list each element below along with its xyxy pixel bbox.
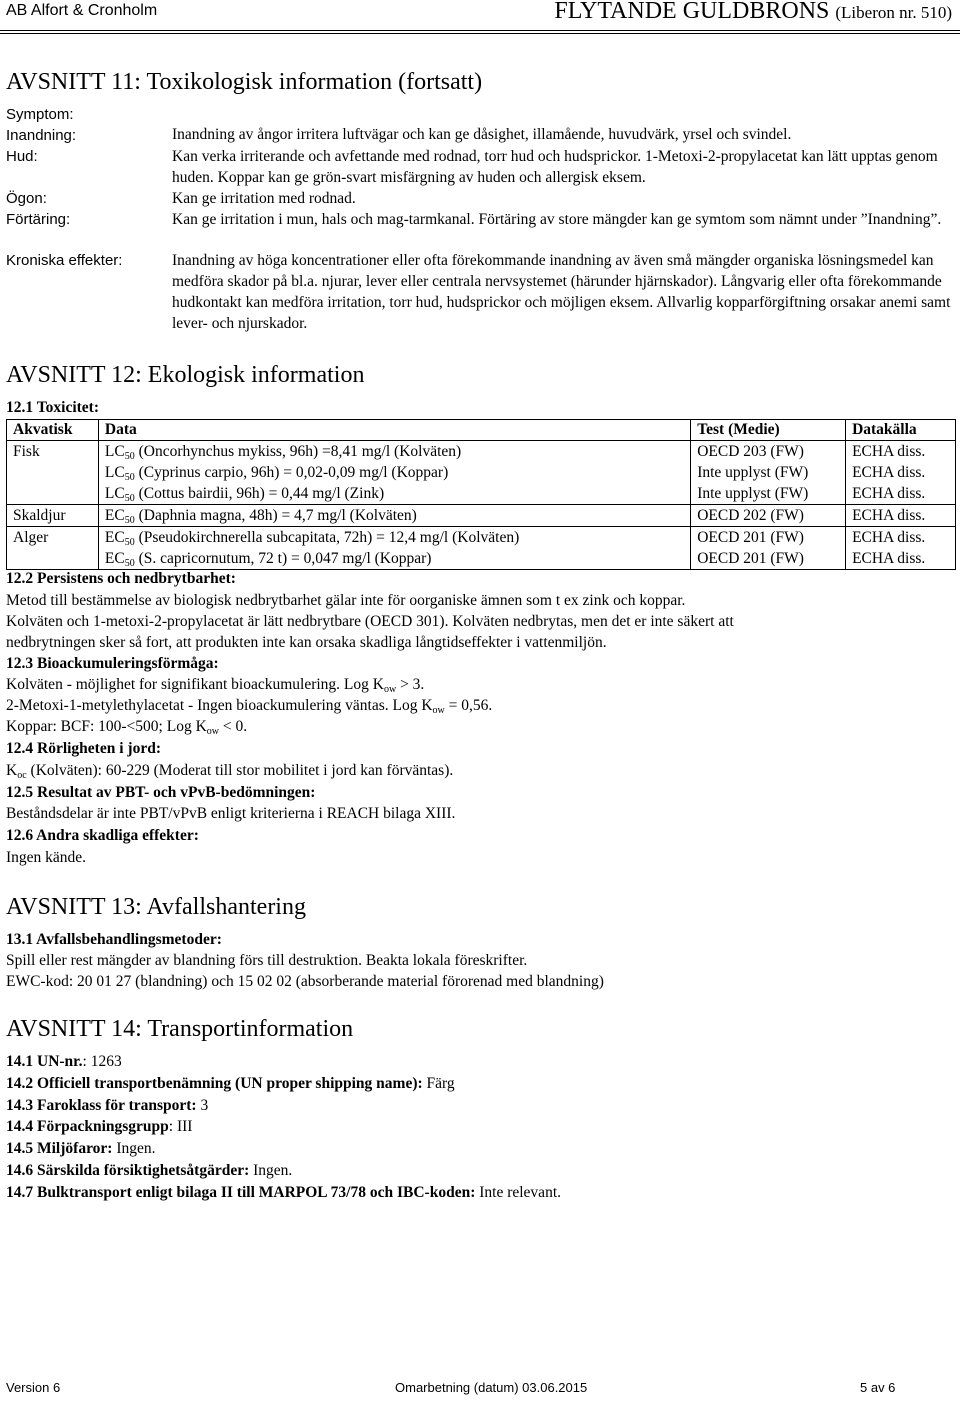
- transport-item-shipping-name: [6, 1075, 455, 1093]
- header-test: Test (Medie): [691, 420, 846, 441]
- transport-item-special-precautions: [6, 1162, 292, 1180]
- data-line: [105, 527, 684, 548]
- item-value: Färg: [422, 1075, 455, 1092]
- text-kroniska-effekter: Inandning av höga koncentrationer eller ofta förekommande inandning av även små mängder organiska lösningsmedel kan medföra skador på bl.a. njurar, lever eller centrala nervsystemet (härunder hjärnskador). Långvarig eller ofta förekommande hudkontakt kan medföra irritation, torr hud, hudsprickor och möjligen eksem. Allvarlig kopparförgiftning orsakar anemi samt lever- och njurskador.: [172, 252, 951, 332]
- cell-data-alger: [98, 527, 690, 570]
- data-subscript: 50: [124, 537, 135, 548]
- data-prefix: EC: [104, 550, 125, 567]
- item-value: Ingen.: [249, 1162, 293, 1179]
- text-hud: Kan verka irriterande och avfettande med rodnad, torr hud och hudsprickor. 1-Metoxi-2-propylacetat kan lätt upptas genom huden. Koppar kan ge grön-svart misfärgning av huden och allergisk eksem.: [172, 148, 938, 186]
- subscript: oc: [17, 770, 27, 781]
- heading-12-5: 12.5 Resultat av PBT- och vPvB-bedömningen:: [6, 784, 316, 801]
- heading-12-4: 12.4 Rörligheten i jord:: [6, 740, 161, 757]
- text-part: Kolväten - möjlighet for signifikant bioackumulering. Log K: [6, 676, 384, 693]
- product-reference: (Liberon nr. 510): [835, 3, 952, 22]
- para-13-1-line2: EWC-kod: 20 01 27 (blandning) och 15 02 02 (absorberande material förorenad med blandning): [6, 973, 604, 990]
- data-subscript: 50: [124, 472, 135, 483]
- data-value: (Cyprinus carpio, 96h) = 0,02-0,09 mg/l (Koppar): [134, 464, 449, 481]
- item-label: 14.4 Förpackningsgrupp: [6, 1118, 169, 1135]
- cell-organism-alger: Alger: [7, 527, 99, 570]
- transport-item-packing-group: [6, 1118, 192, 1136]
- para-12-2-line1: Metod till bestämmelse av biologisk nedbrytbarhet gälar inte för oorganiske ämnen som t ex zink och koppar.: [6, 592, 686, 609]
- heading-12-1: 12.1 Toxicitet:: [6, 399, 99, 416]
- para-12-3-line1: [6, 676, 424, 694]
- text-part: < 0.: [219, 718, 248, 735]
- subscript: ow: [432, 705, 445, 716]
- heading-12-2: 12.2 Persistens och nedbrytbarhet:: [6, 570, 236, 587]
- text-part: Koppar: BCF: 100-<500; Log K: [6, 718, 207, 735]
- label-inandning: Inandning:: [6, 127, 77, 144]
- data-prefix: LC: [104, 485, 125, 502]
- para-12-5: Beståndsdelar är inte PBT/vPvB enligt kriterierna i REACH bilaga XIII.: [6, 805, 456, 822]
- data-prefix: EC: [104, 507, 125, 524]
- text-fortaring: Kan ge irritation i mun, hals och mag-tarmkanal. Förtäring av store mängder kan ge symtom som nämnt under ”Inandning”.: [172, 211, 942, 228]
- data-line: [105, 441, 684, 462]
- source-value: ECHA diss.: [852, 464, 926, 481]
- source-value: ECHA diss.: [852, 550, 926, 567]
- text-ogon: Kan ge irritation med rodnad.: [172, 190, 356, 207]
- text-inandning: Inandning av ångor irritera luftvägar och kan ge dåsighet, illamående, huvudvärk, yrsel och svindel.: [172, 126, 792, 143]
- data-subscript: 50: [124, 451, 135, 462]
- data-subscript: 50: [124, 515, 135, 526]
- section-12-title: AVSNITT 12: Ekologisk information: [6, 362, 365, 388]
- source-value: ECHA diss.: [852, 529, 926, 546]
- transport-item-bulk-transport: [6, 1184, 561, 1202]
- cell-data-fisk: [98, 441, 690, 505]
- header-datakalla: Datakälla: [846, 420, 956, 441]
- subscript: ow: [383, 684, 397, 695]
- item-value: Inte relevant.: [475, 1184, 561, 1201]
- item-label: 14.3 Faroklass för transport:: [6, 1097, 197, 1114]
- transport-item-hazard-class: [6, 1097, 208, 1115]
- source-value: ECHA diss.: [852, 443, 926, 460]
- data-prefix: EC: [104, 529, 125, 546]
- company-name: AB Alfort & Cronholm: [6, 2, 158, 19]
- test-value: OECD 203 (FW): [697, 443, 804, 460]
- header-rule-bottom: [0, 33, 960, 34]
- para-12-2-line2: Kolväten och 1-metoxi-2-propylacetat är lätt nedbrytbare (OECD 301). Kolväten nedbrytas, men det er inte säkert att: [6, 613, 734, 630]
- text-part: K: [6, 762, 18, 779]
- label-ogon: Ögon:: [6, 190, 47, 207]
- product-title: FLYTANDE GULDBRONS: [554, 0, 830, 24]
- table-row-fisk: [7, 441, 956, 505]
- text-part: = 0,56.: [444, 697, 493, 714]
- heading-12-6: 12.6 Andra skadliga effekter:: [6, 827, 199, 844]
- data-subscript: 50: [124, 493, 135, 504]
- para-12-3-line3: [6, 718, 247, 736]
- cell-test-fisk: [691, 441, 846, 505]
- item-label: 14.5 Miljöfaror:: [6, 1140, 113, 1157]
- text-part: > 3.: [396, 676, 425, 693]
- section-13-title: AVSNITT 13: Avfallshantering: [6, 894, 306, 920]
- test-value: OECD 201 (FW): [697, 550, 804, 567]
- heading-13-1: 13.1 Avfallsbehandlingsmetoder:: [6, 931, 222, 948]
- data-line: [105, 483, 684, 504]
- label-hud: Hud:: [6, 148, 38, 165]
- text-part: (Kolväten): 60-229 (Moderat till stor mobilitet i jord kan förväntas).: [26, 762, 454, 779]
- data-subscript: 50: [124, 558, 135, 569]
- test-value: Inte upplyst (FW): [697, 485, 809, 502]
- toxicity-table: [6, 419, 956, 570]
- para-12-4: [6, 762, 453, 780]
- text-part: 2-Metoxi-1-metylethylacetat - Ingen bioackumulering väntas. Log K: [6, 697, 433, 714]
- footer-page-number: 5 av 6: [860, 1380, 896, 1395]
- data-value: (Daphnia magna, 48h) = 4,7 mg/l (Kolväten): [134, 507, 417, 524]
- footer-version: Version 6: [6, 1380, 61, 1395]
- para-13-1-line1: Spill eller rest mängder av blandning förs till destruktion. Beakta lokala föreskrifter.: [6, 952, 528, 969]
- test-value: OECD 201 (FW): [697, 529, 804, 546]
- data-line: [105, 462, 684, 483]
- cell-test-alger: [691, 527, 846, 570]
- cell-organism-fisk: Fisk: [7, 441, 99, 505]
- data-prefix: LC: [104, 464, 125, 481]
- transport-item-un-number: [6, 1053, 122, 1071]
- data-line: [105, 548, 684, 569]
- cell-organism-skaldjur: Skaldjur: [7, 505, 99, 527]
- item-value: 3: [196, 1097, 209, 1114]
- source-value: ECHA diss.: [852, 485, 926, 502]
- item-value: Ingen.: [112, 1140, 156, 1157]
- transport-item-environmental-hazards: [6, 1140, 156, 1158]
- data-value: (S. capricornutum, 72 t) = 0,047 mg/l (Koppar): [134, 550, 432, 567]
- para-12-3-line2: [6, 697, 492, 715]
- para-12-6: Ingen kände.: [6, 849, 87, 866]
- para-12-2-line3: nedbrytningen sker så fort, att produkten inte kan orsaka skadliga långtidseffekter i vattenmiljön.: [6, 634, 607, 651]
- label-symptom: Symptom:: [6, 106, 74, 123]
- item-label: 14.1 UN-nr.: [6, 1053, 83, 1070]
- data-line: [105, 505, 684, 526]
- label-fortaring: Förtäring:: [6, 211, 71, 228]
- heading-12-3: 12.3 Bioackumuleringsförmåga:: [6, 655, 219, 672]
- cell-data-skaldjur: [98, 505, 690, 527]
- header-data: Data: [98, 420, 690, 441]
- section-14-title: AVSNITT 14: Transportinformation: [6, 1016, 354, 1042]
- label-kroniska-effekter: Kroniska effekter:: [6, 252, 123, 269]
- item-label: 14.7 Bulktransport enligt bilaga II till MARPOL 73/78 och IBC-koden:: [6, 1184, 476, 1201]
- cell-test-skaldjur: OECD 202 (FW): [691, 505, 846, 527]
- item-label: 14.2 Officiell transportbenämning (UN proper shipping name):: [6, 1075, 423, 1092]
- subscript: ow: [206, 726, 220, 737]
- cell-source-fisk: [846, 441, 956, 505]
- footer-revision-date: Omarbetning (datum) 03.06.2015: [395, 1380, 588, 1395]
- cell-source-alger: [846, 527, 956, 570]
- item-value: : III: [168, 1118, 193, 1135]
- cell-source-skaldjur: ECHA diss.: [846, 505, 956, 527]
- table-row-alger: [7, 527, 956, 570]
- header-akvatisk: Akvatisk: [7, 420, 99, 441]
- table-row-skaldjur: [7, 505, 956, 527]
- product-name: [554, 0, 952, 25]
- data-prefix: LC: [104, 443, 125, 460]
- item-value: : 1263: [82, 1053, 122, 1070]
- table-header-row: [7, 420, 956, 441]
- data-value: (Cottus bairdii, 96h) = 0,44 mg/l (Zink): [134, 485, 385, 502]
- test-value: Inte upplyst (FW): [697, 464, 809, 481]
- section-11-title: AVSNITT 11: Toxikologisk information (fortsatt): [6, 69, 483, 95]
- header-rule-top: [0, 30, 960, 31]
- data-value: (Pseudokirchnerella subcapitata, 72h) = 12,4 mg/l (Kolväten): [134, 529, 520, 546]
- data-value: (Oncorhynchus mykiss, 96h) =8,41 mg/l (Kolväten): [134, 443, 462, 460]
- item-label: 14.6 Särskilda försiktighetsåtgärder:: [6, 1162, 250, 1179]
